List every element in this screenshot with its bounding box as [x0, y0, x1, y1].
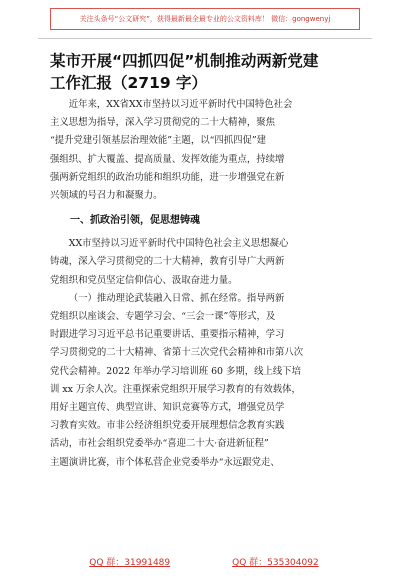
- text-line: 主题演讲比赛，市个体私营企业党委举办“永远跟党走、: [50, 456, 280, 468]
- text-line: 兴领域的号召力和凝聚力。: [50, 190, 163, 202]
- qq-group-link[interactable]: QQ 群：31991489: [89, 558, 171, 568]
- text-line: 学习贯彻党的二十大精神、省第十三次党代会精神和市第八次: [50, 347, 304, 359]
- text-line: （一）推动理论武装融入日常、抓在经常。指导两新: [68, 292, 285, 304]
- text-line: 强两新党组织的政治功能和组织功能，进一步增强党在新: [50, 171, 285, 183]
- promo-banner-text: 关注头条号“公文研究”，获得最新最全最专业的公文资料库！ 微信：gongwenyj: [79, 15, 331, 23]
- text-line: 时跟进学习习近平总书记重要讲话、重要指示精神，学习: [50, 329, 285, 341]
- text-line: 铸魂，深入学习贯彻党的二十大精神，教育引导广大两新: [50, 256, 285, 268]
- text-line: 主义思想为指导，深入学习贯彻党的二十大精神，聚焦: [50, 117, 276, 129]
- text-line: 训 xx 万余人次。注重探索党组织开展学习教育的有效载体，: [50, 383, 301, 395]
- title-line: 某市开展“四抓四促”机制推动两新党建: [50, 52, 319, 70]
- paragraph-subsection1: [50, 290, 360, 472]
- text-line: 用好主题宣传、典型宣讲、知识竞赛等方式，增强党员学: [50, 402, 285, 414]
- title-line: 工作汇报（2719 字）: [50, 74, 208, 92]
- header-divider: [38, 38, 372, 39]
- text-line: XX市坚持以习近平新时代中国特色社会主义思想凝心: [68, 238, 289, 250]
- text-line: 近年来，XX省XX市坚持以习近平新时代中国特色社会: [68, 99, 293, 110]
- text-line: 习教育实效。市非公经济组织党委开展理想信念教育实践: [50, 420, 285, 432]
- text-line: “提升党建引领基层治理效能”主题，以“四抓四促”建: [50, 135, 267, 147]
- footer: [0, 555, 408, 571]
- text-line: 强组织、扩大覆盖、提高质量、发挥效能为重点，持续增: [50, 153, 285, 165]
- text-line: 党组织和党员坚定信仰信心、汲取奋进力量。: [50, 274, 238, 286]
- text-line: 活动，市社会组织党委举办“喜迎二十大·奋进新征程”: [50, 438, 269, 450]
- text-line: 党组织以座谈会、专题学习会、“三会一课”等形式，及: [50, 311, 276, 323]
- qq-group-link[interactable]: QQ 群：535304092: [232, 558, 319, 568]
- document-title: [50, 50, 360, 94]
- promo-banner: [50, 8, 360, 30]
- document-body: [50, 96, 360, 472]
- paragraph-intro: [50, 96, 360, 205]
- section-heading: 一、抓政治引领，促思想铸魂: [70, 215, 200, 227]
- text-line: 党代会精神。2022 年举办学习培训班 60 多期，线上线下培: [50, 365, 301, 377]
- paragraph-section1: [50, 235, 360, 290]
